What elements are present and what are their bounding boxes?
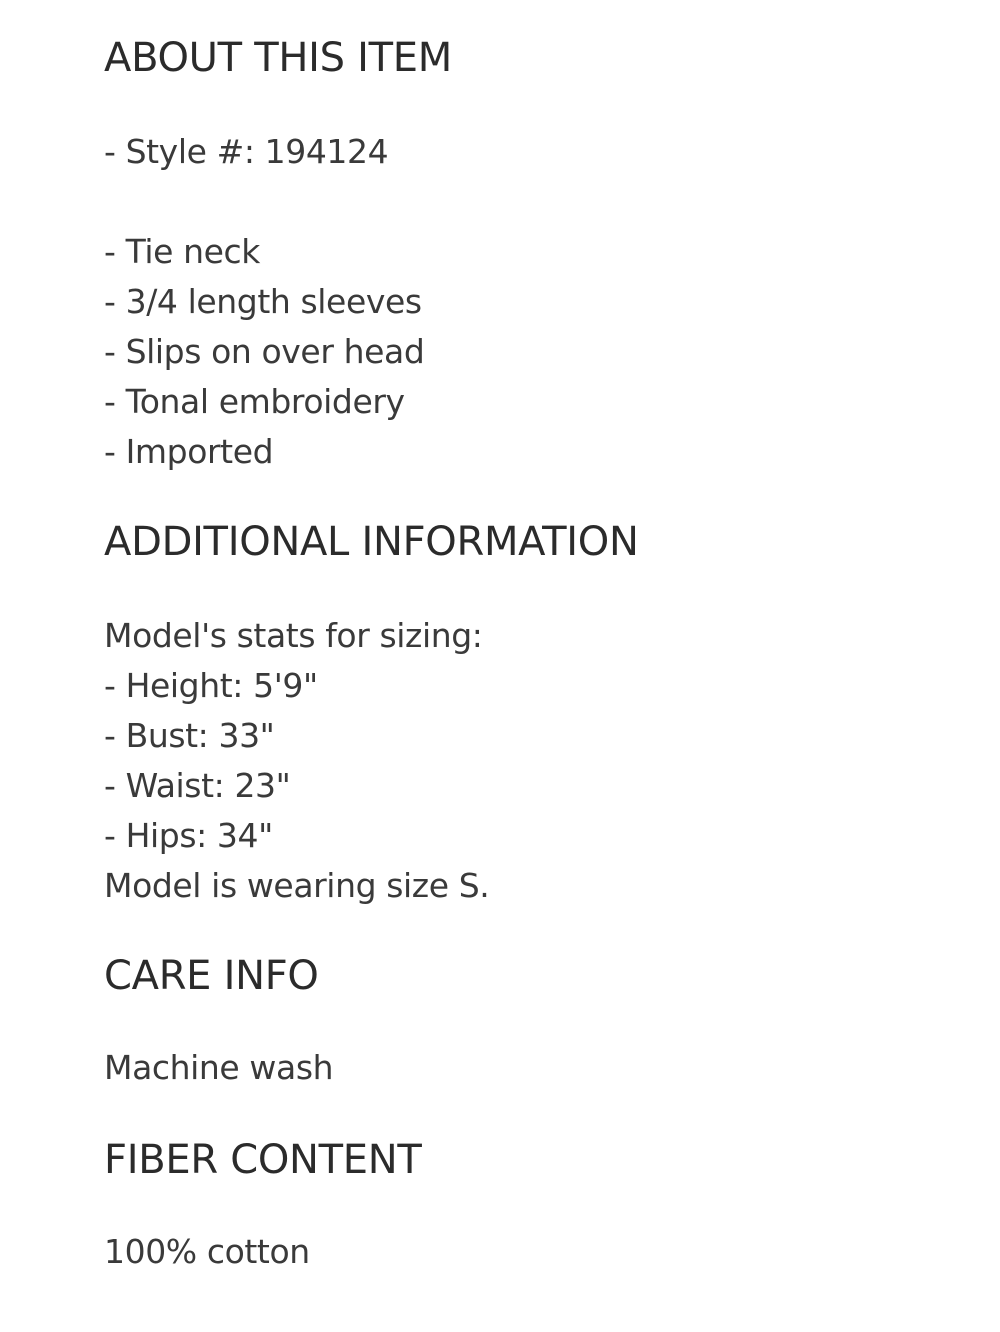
feature-item: - 3/4 length sleeves: [104, 282, 422, 321]
care-info-heading: CARE INFO: [104, 953, 319, 999]
model-stats-line: - Hips: 34": [104, 816, 273, 855]
fiber-content-heading: FIBER CONTENT: [104, 1137, 422, 1183]
model-size-line: Model is wearing size S.: [104, 866, 490, 905]
model-stats-line: - Bust: 33": [104, 716, 275, 755]
feature-item: - Tie neck: [104, 232, 260, 271]
style-number: - Style #: 194124: [104, 132, 389, 171]
fiber-content-text: 100% cotton: [104, 1232, 310, 1271]
model-stats-line: - Height: 5'9": [104, 666, 318, 705]
model-stats-line: - Waist: 23": [104, 766, 291, 805]
feature-item: - Imported: [104, 432, 274, 471]
care-instructions: Machine wash: [104, 1048, 334, 1087]
additional-information-heading: ADDITIONAL INFORMATION: [104, 519, 639, 565]
model-stats-line: Model's stats for sizing:: [104, 616, 483, 655]
feature-item: - Slips on over head: [104, 332, 425, 371]
feature-item: - Tonal embroidery: [104, 382, 405, 421]
about-this-item-heading: ABOUT THIS ITEM: [104, 35, 452, 81]
